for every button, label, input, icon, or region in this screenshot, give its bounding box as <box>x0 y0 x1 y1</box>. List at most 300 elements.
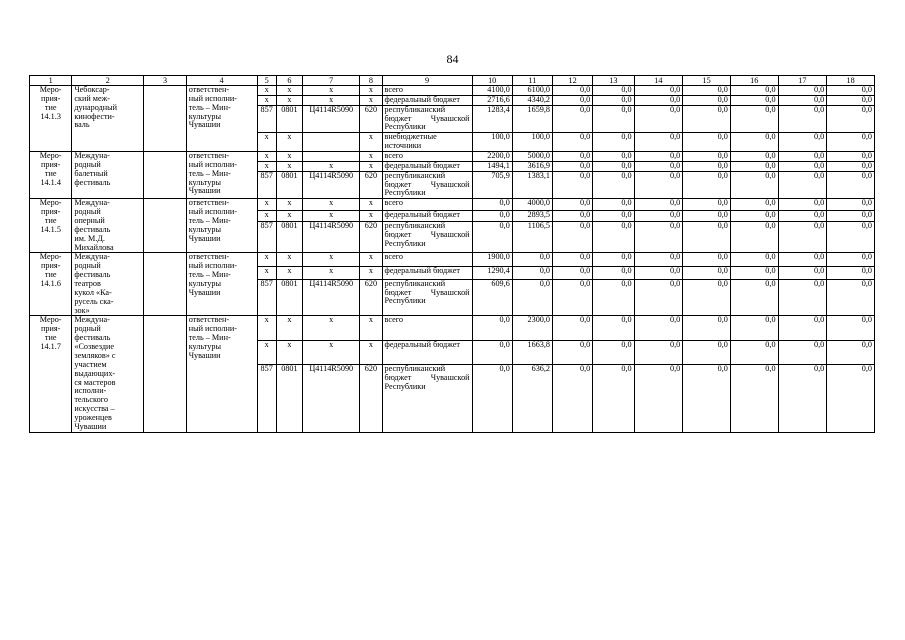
expense-type-code: 620 <box>360 171 382 199</box>
amount-cell: 0,0 <box>472 210 512 221</box>
grbs-code: x <box>257 340 276 364</box>
amount-cell: 0,0 <box>730 340 778 364</box>
measure-code-line: тие <box>44 333 57 343</box>
amount-cell: 0,0 <box>683 316 731 340</box>
header-col-16: 16 <box>730 76 778 86</box>
amount-cell: 0,0 <box>553 221 593 253</box>
funding-source: федеральный бюджет <box>382 210 472 221</box>
section-code: 0801 <box>276 105 302 133</box>
measure-name <box>72 152 144 199</box>
amount-cell: 0,0 <box>778 95 827 105</box>
funding-source: всего <box>382 253 472 266</box>
funding-source: всего <box>382 199 472 210</box>
funding-source: всего <box>382 152 472 162</box>
responsible-executor-line: ответствен- <box>188 252 230 262</box>
amount-cell: 0,0 <box>827 86 875 96</box>
amount-cell: 0,0 <box>553 210 593 221</box>
header-col-15: 15 <box>683 76 731 86</box>
funding-source: республиканский бюджет Чувашской Республики <box>382 171 472 199</box>
responsible-executor <box>186 86 257 152</box>
grbs-code: 857 <box>257 279 276 316</box>
amount-cell: 0,0 <box>593 221 634 253</box>
amount-cell: 0,0 <box>593 340 634 364</box>
grbs-code: x <box>257 95 276 105</box>
amount-cell: 0,0 <box>634 152 683 162</box>
amount-cell: 636,2 <box>512 364 552 432</box>
amount-cell: 4000,0 <box>512 199 552 210</box>
funding-source: республиканский бюджет Чувашской Республики <box>382 364 472 432</box>
amount-cell: 0,0 <box>634 210 683 221</box>
grbs-code: x <box>257 161 276 171</box>
amount-cell: 0,0 <box>778 152 827 162</box>
amount-cell: 705,9 <box>472 171 512 199</box>
section-code: x <box>276 199 302 210</box>
amount-cell: 0,0 <box>683 364 731 432</box>
measure-code-line: 14.1.4 <box>40 177 61 187</box>
amount-cell: 0,0 <box>553 95 593 105</box>
header-row <box>30 76 875 86</box>
amount-cell: 0,0 <box>778 210 827 221</box>
section-code: x <box>276 86 302 96</box>
amount-cell: 1106,5 <box>512 221 552 253</box>
measure-name <box>72 316 144 432</box>
expense-type-code: 620 <box>360 221 382 253</box>
responsible-executor-line: ный исполни- <box>188 93 237 103</box>
amount-cell: 0,0 <box>634 171 683 199</box>
grbs-code: x <box>257 266 276 279</box>
amount-cell: 0,0 <box>593 171 634 199</box>
amount-cell: 0,0 <box>472 316 512 340</box>
amount-cell: 0,0 <box>683 266 731 279</box>
grbs-code: x <box>257 316 276 340</box>
measure-name-line: исполни- <box>74 386 107 396</box>
measure-name-line: родный <box>74 324 101 334</box>
measure-code-line: 14.1.7 <box>40 342 61 352</box>
amount-cell: 0,0 <box>778 221 827 253</box>
amount-cell: 0,0 <box>683 221 731 253</box>
responsible-executor-line: тель – Мин- <box>188 102 231 112</box>
amount-cell: 0,0 <box>683 95 731 105</box>
expense-type-code: x <box>360 266 382 279</box>
target-article-code: x <box>303 266 360 279</box>
measure-code-line: Меро- <box>39 151 62 161</box>
measure-name-line: Михайлова <box>74 242 114 252</box>
amount-cell: 0,0 <box>593 199 634 210</box>
header-col-13: 13 <box>593 76 634 86</box>
amount-cell: 0,0 <box>827 199 875 210</box>
amount-cell: 0,0 <box>827 133 875 152</box>
amount-cell: 0,0 <box>778 316 827 340</box>
header-col-2: 2 <box>72 76 144 86</box>
section-code: 0801 <box>276 279 302 316</box>
amount-cell: 0,0 <box>683 253 731 266</box>
responsible-executor <box>186 199 257 253</box>
header-col-5: 5 <box>257 76 276 86</box>
measure-code-line: прия- <box>40 324 61 334</box>
amount-cell: 0,0 <box>730 279 778 316</box>
target-article-code: x <box>303 86 360 96</box>
measure-name-line: балетный <box>74 168 108 178</box>
measure-name-line: родный <box>74 261 101 271</box>
measure-name-line: валь <box>74 120 90 130</box>
funding-source: федеральный бюджет <box>382 161 472 171</box>
header-col-17: 17 <box>778 76 827 86</box>
measure-name-line: земляков» с <box>74 350 116 360</box>
measure-name-line: им. М.Д. <box>74 233 105 243</box>
table-row <box>30 86 875 96</box>
amount-cell: 2200,0 <box>472 152 512 162</box>
amount-cell: 0,0 <box>683 86 731 96</box>
amount-cell: 0,0 <box>634 340 683 364</box>
expense-type-code: x <box>360 316 382 340</box>
responsible-executor-line: ный исполни- <box>188 207 237 217</box>
responsible-executor-line: культуры <box>188 342 221 352</box>
amount-cell: 0,0 <box>827 279 875 316</box>
amount-cell: 2716,6 <box>472 95 512 105</box>
amount-cell: 0,0 <box>593 253 634 266</box>
responsible-executor <box>186 152 257 199</box>
amount-cell: 1663,8 <box>512 340 552 364</box>
expense-type-code: 620 <box>360 105 382 133</box>
section-code: x <box>276 266 302 279</box>
section-code: x <box>276 161 302 171</box>
amount-cell: 0,0 <box>730 316 778 340</box>
amount-cell: 0,0 <box>683 105 731 133</box>
section-code: x <box>276 133 302 152</box>
amount-cell: 0,0 <box>683 171 731 199</box>
responsible-executor-line: Чувашии <box>188 233 221 243</box>
budget-table <box>29 75 875 433</box>
measure-name-line: «Созвездие <box>74 342 115 352</box>
measure-code-line: прия- <box>40 207 61 217</box>
col3-empty <box>144 199 186 253</box>
funding-source: республиканский бюджет Чувашской Республики <box>382 279 472 316</box>
amount-cell: 0,0 <box>512 253 552 266</box>
amount-cell: 0,0 <box>778 279 827 316</box>
funding-source: республиканский бюджет Чувашской Республики <box>382 221 472 253</box>
amount-cell: 0,0 <box>827 152 875 162</box>
target-article-code: Ц4114R5090 <box>303 105 360 133</box>
amount-cell: 0,0 <box>593 105 634 133</box>
table-row <box>30 253 875 266</box>
grbs-code: x <box>257 210 276 221</box>
grbs-code: x <box>257 152 276 162</box>
amount-cell: 0,0 <box>778 364 827 432</box>
section-code: x <box>276 316 302 340</box>
measure-name-line: кукол «Ка- <box>74 287 112 297</box>
header-col-8: 8 <box>360 76 382 86</box>
amount-cell: 0,0 <box>634 199 683 210</box>
amount-cell: 0,0 <box>553 105 593 133</box>
table-row <box>30 152 875 162</box>
measure-name-line: Междуна- <box>74 252 110 262</box>
target-article-code: Ц4114R5090 <box>303 171 360 199</box>
amount-cell: 0,0 <box>827 171 875 199</box>
expense-type-code: x <box>360 161 382 171</box>
responsible-executor-line: тель – Мин- <box>188 168 231 178</box>
measure-name-line: Междуна- <box>74 151 110 161</box>
expense-type-code: x <box>360 199 382 210</box>
responsible-executor-line: культуры <box>188 111 221 121</box>
amount-cell: 0,0 <box>827 364 875 432</box>
measure-name-line: фестиваль <box>74 333 111 343</box>
amount-cell: 0,0 <box>593 279 634 316</box>
amount-cell: 0,0 <box>593 86 634 96</box>
measure-code <box>30 199 72 253</box>
amount-cell: 0,0 <box>730 266 778 279</box>
amount-cell: 0,0 <box>634 133 683 152</box>
responsible-executor-line: ответствен- <box>188 85 230 94</box>
section-code: x <box>276 95 302 105</box>
amount-cell: 0,0 <box>827 221 875 253</box>
expense-type-code: 620 <box>360 279 382 316</box>
measure-name-line: оперный <box>74 216 105 226</box>
measure-code-line: тие <box>44 216 57 226</box>
grbs-code: 857 <box>257 364 276 432</box>
grbs-code: x <box>257 133 276 152</box>
responsible-executor-line: ный исполни- <box>188 159 237 169</box>
col3-empty <box>144 253 186 316</box>
amount-cell: 0,0 <box>778 253 827 266</box>
target-article-code <box>303 133 360 152</box>
expense-type-code: x <box>360 210 382 221</box>
header-col-12: 12 <box>553 76 593 86</box>
measure-code-line: Меро- <box>39 315 62 325</box>
measure-name-line: кинофести- <box>74 111 115 121</box>
expense-type-code: x <box>360 340 382 364</box>
responsible-executor-line: тель – Мин- <box>188 270 231 280</box>
col3-empty <box>144 86 186 152</box>
measure-name <box>72 86 144 152</box>
measure-code-line: 14.1.5 <box>40 224 61 234</box>
measure-name-line: русель ска- <box>74 296 114 306</box>
amount-cell: 0,0 <box>778 171 827 199</box>
measure-name-line: тельского <box>74 395 108 405</box>
amount-cell: 100,0 <box>512 133 552 152</box>
measure-name-line: выдающих- <box>74 368 116 378</box>
amount-cell: 0,0 <box>634 161 683 171</box>
section-code: 0801 <box>276 221 302 253</box>
amount-cell: 0,0 <box>634 316 683 340</box>
amount-cell: 0,0 <box>778 133 827 152</box>
measure-code-line: 14.1.3 <box>40 111 61 121</box>
amount-cell: 0,0 <box>593 364 634 432</box>
amount-cell: 0,0 <box>730 95 778 105</box>
measure-name-line: театров <box>74 279 101 289</box>
funding-source: федеральный бюджет <box>382 340 472 364</box>
target-article-code: x <box>303 95 360 105</box>
amount-cell: 0,0 <box>593 210 634 221</box>
amount-cell: 0,0 <box>634 266 683 279</box>
amount-cell: 0,0 <box>634 221 683 253</box>
amount-cell: 0,0 <box>730 364 778 432</box>
amount-cell: 0,0 <box>683 199 731 210</box>
amount-cell: 0,0 <box>827 316 875 340</box>
measure-code-line: прия- <box>40 261 61 271</box>
amount-cell: 0,0 <box>593 316 634 340</box>
grbs-code: 857 <box>257 105 276 133</box>
amount-cell: 0,0 <box>593 161 634 171</box>
amount-cell: 1283,4 <box>472 105 512 133</box>
amount-cell: 2893,5 <box>512 210 552 221</box>
measure-name-line: ский меж- <box>74 93 110 103</box>
amount-cell: 2300,0 <box>512 316 552 340</box>
amount-cell: 0,0 <box>593 266 634 279</box>
amount-cell: 0,0 <box>683 210 731 221</box>
amount-cell: 0,0 <box>827 210 875 221</box>
expense-type-code: x <box>360 152 382 162</box>
funding-source: федеральный бюджет <box>382 266 472 279</box>
amount-cell: 0,0 <box>472 199 512 210</box>
amount-cell: 0,0 <box>553 133 593 152</box>
amount-cell: 0,0 <box>778 199 827 210</box>
target-article-code: x <box>303 316 360 340</box>
amount-cell: 0,0 <box>683 279 731 316</box>
amount-cell: 0,0 <box>472 340 512 364</box>
header-col-10: 10 <box>472 76 512 86</box>
amount-cell: 0,0 <box>730 221 778 253</box>
amount-cell: 0,0 <box>553 86 593 96</box>
amount-cell: 0,0 <box>634 95 683 105</box>
amount-cell: 0,0 <box>778 105 827 133</box>
measure-name <box>72 199 144 253</box>
measure-code <box>30 152 72 199</box>
amount-cell: 0,0 <box>553 199 593 210</box>
responsible-executor-line: тель – Мин- <box>188 216 231 226</box>
target-article-code: Ц4114R5090 <box>303 279 360 316</box>
amount-cell: 6100,0 <box>512 86 552 96</box>
amount-cell: 0,0 <box>553 340 593 364</box>
section-code: x <box>276 152 302 162</box>
measure-code <box>30 86 72 152</box>
amount-cell: 0,0 <box>778 161 827 171</box>
amount-cell: 0,0 <box>730 152 778 162</box>
measure-code <box>30 253 72 316</box>
header-col-18: 18 <box>827 76 875 86</box>
funding-source: всего <box>382 316 472 340</box>
responsible-executor-line: Чувашии <box>188 186 221 196</box>
responsible-executor-line: культуры <box>188 224 221 234</box>
amount-cell: 0,0 <box>553 279 593 316</box>
amount-cell: 0,0 <box>778 340 827 364</box>
amount-cell: 100,0 <box>472 133 512 152</box>
amount-cell: 0,0 <box>827 95 875 105</box>
amount-cell: 0,0 <box>472 364 512 432</box>
amount-cell: 0,0 <box>512 279 552 316</box>
measure-name-line: зок» <box>74 305 90 315</box>
amount-cell: 0,0 <box>683 133 731 152</box>
responsible-executor <box>186 253 257 316</box>
responsible-executor-line: Чувашии <box>188 120 221 130</box>
measure-code-line: 14.1.6 <box>40 279 61 289</box>
header-col-1: 1 <box>30 76 72 86</box>
responsible-executor-line: Чувашии <box>188 287 221 297</box>
measure-name-line: Чебоксар- <box>74 85 110 94</box>
amount-cell: 0,0 <box>553 266 593 279</box>
amount-cell: 0,0 <box>553 161 593 171</box>
amount-cell: 0,0 <box>827 253 875 266</box>
expense-type-code: x <box>360 253 382 266</box>
grbs-code: x <box>257 253 276 266</box>
responsible-executor-line: ответствен- <box>188 151 230 161</box>
amount-cell: 0,0 <box>593 95 634 105</box>
expense-type-code: x <box>360 133 382 152</box>
grbs-code: x <box>257 199 276 210</box>
target-article-code: x <box>303 253 360 266</box>
amount-cell: 1900,0 <box>472 253 512 266</box>
funding-source: федеральный бюджет <box>382 95 472 105</box>
responsible-executor-line: культуры <box>188 279 221 289</box>
table-row <box>30 199 875 210</box>
responsible-executor-line: тель – Мин- <box>188 333 231 343</box>
amount-cell: 0,0 <box>730 133 778 152</box>
amount-cell: 0,0 <box>730 86 778 96</box>
measure-code-line: тие <box>44 270 57 280</box>
target-article-code: x <box>303 340 360 364</box>
measure-name-line: родный <box>74 207 101 217</box>
measure-name-line: уроженцев <box>74 412 112 422</box>
budget-table-body <box>30 76 875 433</box>
page-number: 84 <box>446 52 459 66</box>
header-col-4: 4 <box>186 76 257 86</box>
amount-cell: 0,0 <box>730 171 778 199</box>
expense-type-code: x <box>360 86 382 96</box>
measure-name-line: Чувашии <box>74 421 107 431</box>
amount-cell: 0,0 <box>553 152 593 162</box>
section-code: 0801 <box>276 364 302 432</box>
measure-code-line: тие <box>44 102 57 112</box>
amount-cell: 0,0 <box>827 161 875 171</box>
amount-cell: 1659,8 <box>512 105 552 133</box>
section-code: 0801 <box>276 171 302 199</box>
amount-cell: 0,0 <box>512 266 552 279</box>
amount-cell: 0,0 <box>553 364 593 432</box>
header-col-11: 11 <box>512 76 552 86</box>
measure-name-line: Междуна- <box>74 198 110 208</box>
measure-name-line: фестиваль <box>74 224 111 234</box>
responsible-executor-line: ный исполни- <box>188 324 237 334</box>
amount-cell: 0,0 <box>634 86 683 96</box>
responsible-executor-line: ответствен- <box>188 315 230 325</box>
measure-name-line: фестиваль <box>74 270 111 280</box>
target-article-code: x <box>303 199 360 210</box>
amount-cell: 0,0 <box>683 340 731 364</box>
col3-empty <box>144 316 186 432</box>
amount-cell: 0,0 <box>683 152 731 162</box>
amount-cell: 1290,4 <box>472 266 512 279</box>
amount-cell: 0,0 <box>553 253 593 266</box>
section-code: x <box>276 210 302 221</box>
amount-cell: 0,0 <box>472 221 512 253</box>
amount-cell: 0,0 <box>634 105 683 133</box>
amount-cell: 0,0 <box>634 279 683 316</box>
responsible-executor <box>186 316 257 432</box>
measure-code-line: прия- <box>40 159 61 169</box>
amount-cell: 0,0 <box>778 86 827 96</box>
target-article-code <box>303 152 360 162</box>
measure-code <box>30 316 72 432</box>
measure-code-line: Меро- <box>39 198 62 208</box>
amount-cell: 0,0 <box>683 161 731 171</box>
amount-cell: 5000,0 <box>512 152 552 162</box>
header-col-7: 7 <box>303 76 360 86</box>
section-code: x <box>276 253 302 266</box>
target-article-code: Ц4114R5090 <box>303 221 360 253</box>
header-col-3: 3 <box>144 76 186 86</box>
amount-cell: 0,0 <box>730 199 778 210</box>
expense-type-code: x <box>360 95 382 105</box>
target-article-code: Ц4114R5090 <box>303 364 360 432</box>
